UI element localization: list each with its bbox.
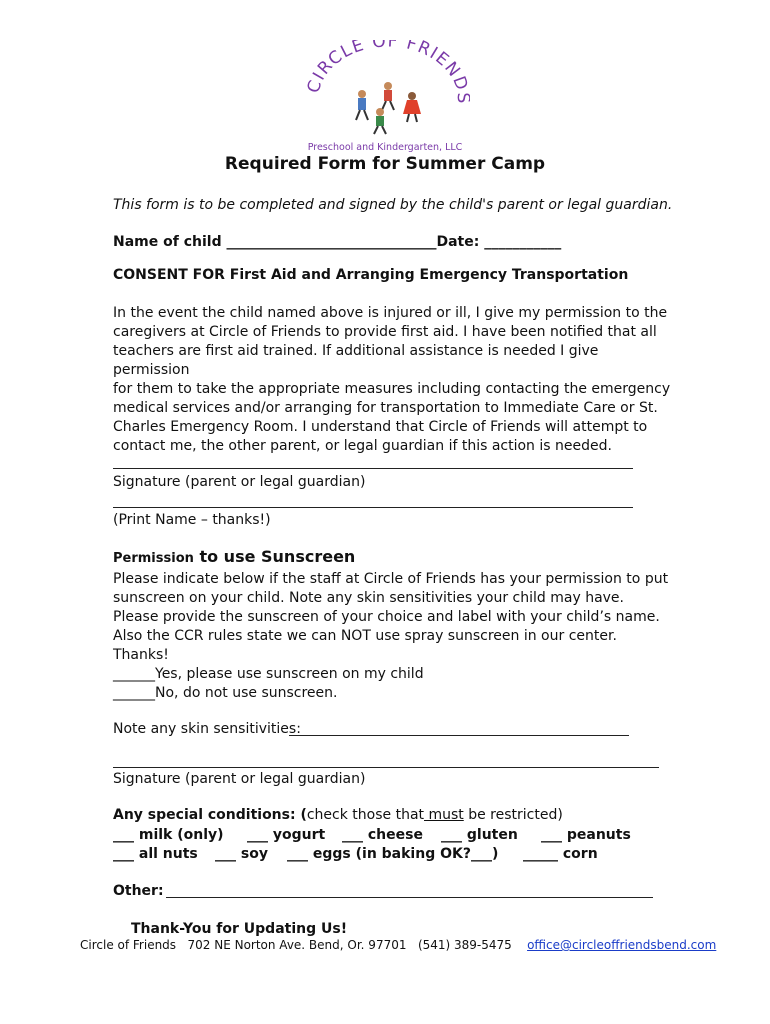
option-peanuts[interactable]: ___ peanuts <box>541 827 631 843</box>
consent-paragraph <box>113 304 673 456</box>
sunscreen-line: Please provide the sunscreen of your choice and label with your child’s name. <box>113 609 660 625</box>
special-conditions-label <box>113 807 563 823</box>
footer-address: 702 NE Norton Ave. Bend, Or. 97701 <box>187 938 407 952</box>
page-title: Required Form for Summer Camp <box>224 154 546 174</box>
consent-heading: CONSENT FOR First Aid and Arranging Emergency Transportation <box>113 267 629 283</box>
intro-text: This form is to be completed and signed by the child's parent or legal guardian. <box>113 197 673 213</box>
sunscreen-heading-small: Permission <box>113 551 194 566</box>
other-label: Other: <box>113 883 164 899</box>
option-cheese[interactable]: ___ cheese <box>342 827 423 843</box>
consent-line: caregivers at Circle of Friends to provide first aid. I have been notified that all <box>113 324 657 340</box>
name-of-child-label: Name of child <box>113 234 222 250</box>
name-of-child-field[interactable]: ______________________________ <box>226 234 437 250</box>
option-all-nuts[interactable]: ___ all nuts <box>113 846 198 862</box>
logo-subtitle: Preschool and Kindergarten, LLC <box>307 142 463 153</box>
print-name-label: (Print Name – thanks!) <box>113 512 271 528</box>
logo-arc-text: CIRCLE OF FRIEND <box>303 40 470 96</box>
sunscreen-line: sunscreen on your child. Note any skin sensitivities your child may have. <box>113 590 624 606</box>
special-conditions-must: must <box>424 807 464 823</box>
sunscreen-line: Also the CCR rules state we can NOT use spray sunscreen in our center. <box>113 628 617 644</box>
option-soy[interactable]: ___ soy <box>215 846 268 862</box>
consent-line: teachers are first aid trained. If additional assistance is needed I give permission <box>113 343 599 378</box>
sunscreen-yes-option[interactable]: ______Yes, please use sunscreen on my child <box>113 666 424 682</box>
option-gluten[interactable]: ___ gluten <box>441 827 518 843</box>
print-name-field[interactable] <box>113 507 633 508</box>
sunscreen-paragraph <box>113 570 673 703</box>
footer-phone: (541) 389-5475 <box>417 938 512 952</box>
skin-sensitivities-label: Note any skin sensitivities: <box>113 721 301 737</box>
consent-line: Charles Emergency Room. I understand that Circle of Friends will attempt to <box>113 419 648 435</box>
consent-signature-label: Signature (parent or legal guardian) <box>113 474 366 490</box>
consent-line: In the event the child named above is injured or ill, I give my permission to the <box>113 305 668 321</box>
footer-org: Circle of Friends <box>80 938 177 952</box>
consent-line: medical services and/or arranging for transportation to Immediate Care or St. <box>113 400 658 416</box>
skin-sensitivities-field[interactable] <box>289 735 629 736</box>
sunscreen-heading-large: to use Sunscreen <box>199 547 356 566</box>
children-figures-icon <box>356 82 421 134</box>
footer-email-link[interactable]: office@circleoffriendsbend.com <box>527 938 717 952</box>
special-conditions-bold: Any special conditions: ( <box>113 807 307 823</box>
sunscreen-heading <box>113 547 355 566</box>
option-eggs[interactable]: ___ eggs (in baking OK?___) <box>287 846 499 862</box>
special-conditions-text: check those that <box>306 807 425 823</box>
sunscreen-signature-label: Signature (parent or legal guardian) <box>113 771 366 787</box>
footer <box>80 938 716 952</box>
name-date-line <box>113 233 561 252</box>
consent-signature-field[interactable] <box>113 468 633 469</box>
special-conditions-end: be restricted) <box>463 807 563 823</box>
date-label: Date: <box>436 234 480 250</box>
logo-graphic <box>300 40 470 158</box>
sunscreen-line: Thanks! <box>113 647 169 663</box>
sunscreen-line: Please indicate below if the staff at Circle of Friends has your permission to put <box>113 571 669 587</box>
option-yogurt[interactable]: ___ yogurt <box>247 827 326 843</box>
logo <box>300 40 470 158</box>
consent-line: contact me, the other parent, or legal guardian if this action is needed. <box>113 438 612 454</box>
date-field[interactable]: ___________ <box>484 234 562 250</box>
option-milk[interactable]: ___ milk (only) <box>113 827 224 843</box>
other-field[interactable] <box>166 897 653 898</box>
sunscreen-no-option[interactable]: ______No, do not use sunscreen. <box>113 685 338 701</box>
sunscreen-signature-field[interactable] <box>113 767 659 768</box>
consent-line: for them to take the appropriate measures including contacting the emergency <box>113 381 671 397</box>
option-corn[interactable]: _____ corn <box>523 846 598 862</box>
thank-you-text: Thank-You for Updating Us! <box>131 921 348 937</box>
